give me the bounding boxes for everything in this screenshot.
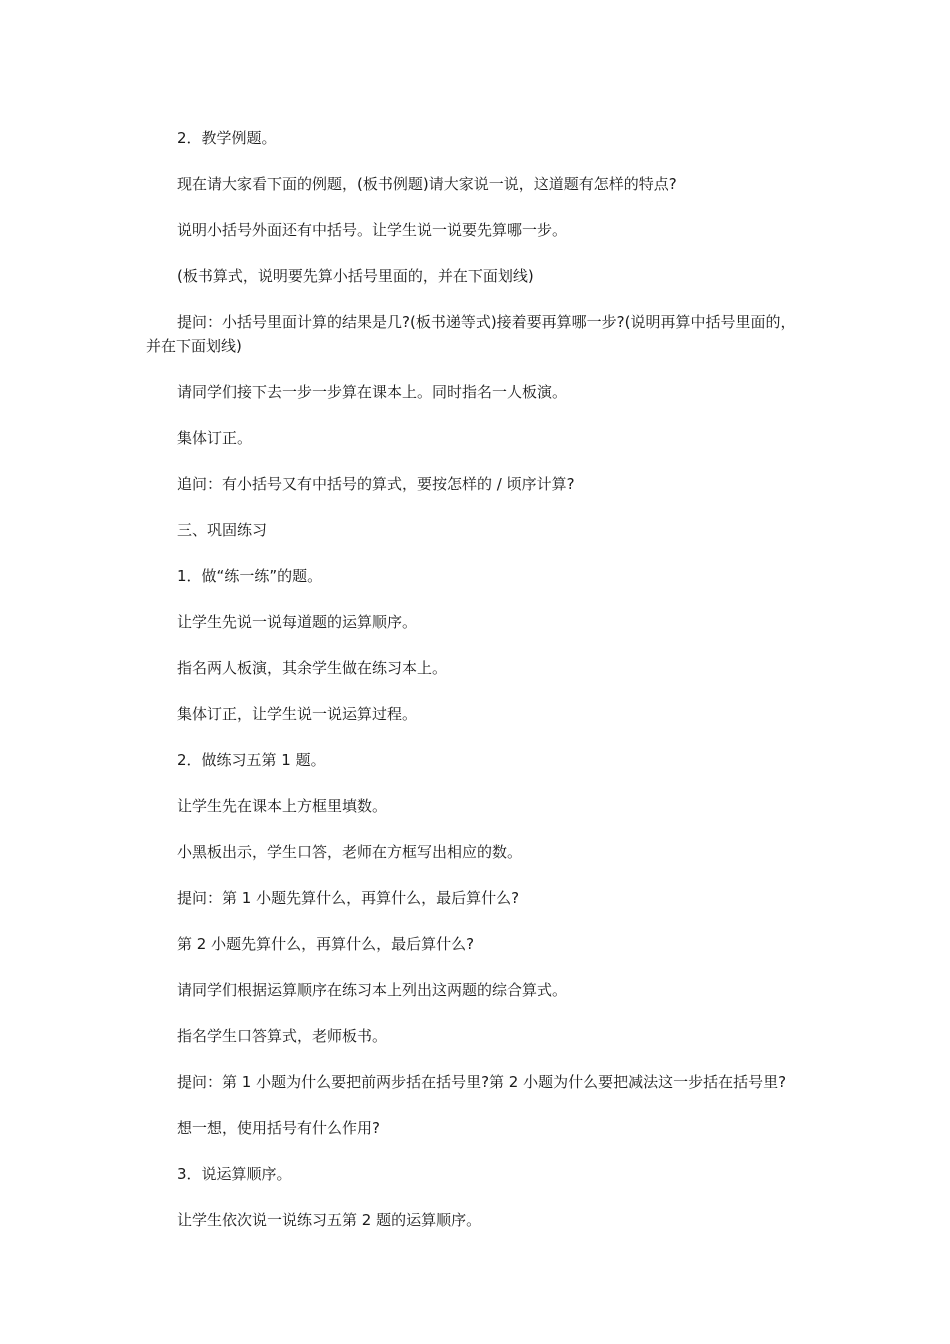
- paragraph: 提问：第 1 小题为什么要把前两步括在括号里?第 2 小题为什么要把减法这一步括在括号里?: [177, 1073, 787, 1091]
- paragraph: 提问：小括号里面计算的结果是几?(板书递等式)接着要再算哪一步?(说明再算中括号里面的，并在下面划线): [146, 313, 796, 355]
- paragraph: 想一想，使用括号有什么作用?: [177, 1119, 380, 1137]
- paragraph: (板书算式，说明要先算小括号里面的，并在下面划线): [177, 267, 534, 285]
- paragraph: 指名学生口答算式，老师板书。: [177, 1027, 388, 1045]
- paragraph: 指名两人板演，其余学生做在练习本上。: [177, 659, 448, 677]
- paragraph: 让学生依次说一说练习五第 2 题的运算顺序。: [177, 1211, 482, 1229]
- paragraph: 追问：有小括号又有中括号的算式，要按怎样的 / 顷序计算?: [177, 475, 575, 493]
- paragraph: 提问：第 1 小题先算什么，再算什么，最后算什么?: [177, 889, 520, 907]
- paragraph: 说明小括号外面还有中括号。让学生说一说要先算哪一步。: [177, 221, 568, 239]
- paragraph: 2．教学例题。: [177, 129, 277, 147]
- paragraph: 小黑板出示，学生口答，老师在方框写出相应的数。: [177, 843, 523, 861]
- paragraph: 让学生先说一说每道题的运算顺序。: [177, 613, 418, 631]
- paragraph: 集体订正，让学生说一说运算过程。: [177, 705, 418, 723]
- paragraph: 现在请大家看下面的例题，(板书例题)请大家说一说，这道题有怎样的特点?: [177, 175, 677, 193]
- paragraph: 第 2 小题先算什么，再算什么，最后算什么?: [177, 935, 475, 953]
- paragraph: 1．做“练一练”的题。: [177, 567, 323, 585]
- paragraph: 让学生先在课本上方框里填数。: [177, 797, 388, 815]
- paragraph: 集体订正。: [177, 429, 253, 447]
- paragraph: 3．说运算顺序。: [177, 1165, 292, 1183]
- section-heading: 三、巩固练习: [177, 521, 268, 539]
- paragraph: 2．做练习五第 1 题。: [177, 751, 326, 769]
- document-body: [146, 126, 810, 1254]
- paragraph: 请同学们接下去一步一步算在课本上。同时指名一人板演。: [177, 383, 568, 401]
- paragraph: 请同学们根据运算顺序在练习本上列出这两题的综合算式。: [177, 981, 568, 999]
